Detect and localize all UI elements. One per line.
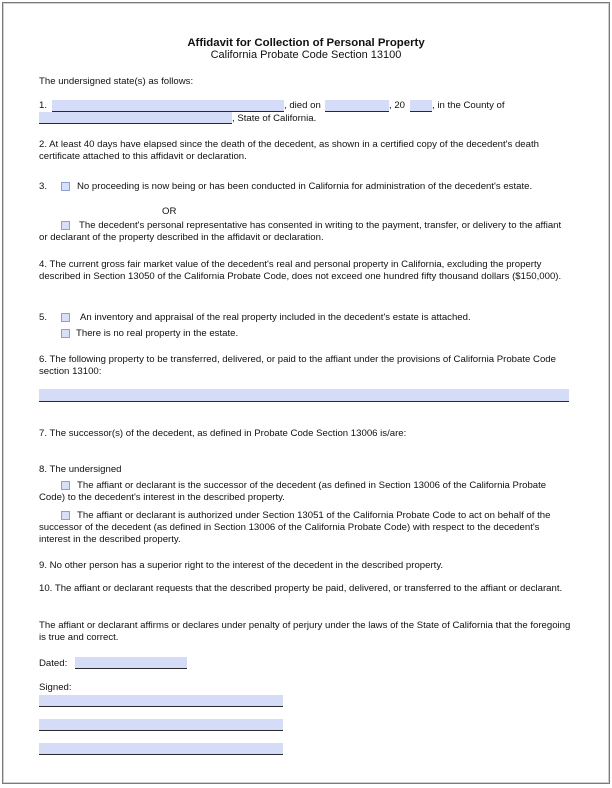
- property-description-field[interactable]: [39, 389, 569, 402]
- county-field[interactable]: [39, 112, 232, 124]
- p5-number: 5.: [39, 312, 48, 323]
- p3-or: OR: [162, 206, 177, 217]
- signature-line-1[interactable]: [39, 695, 283, 707]
- p5-option-a: An inventory and appraisal of the real property included in the decedent's estate is attached.: [80, 312, 471, 323]
- form-subtitle: California Probate Code Section 13100: [210, 49, 402, 61]
- p4-text: 4. The current gross fair market value of the decedent's real and personal property in California, excluding the property described in Section 13050 of the California Probate Code, does not exceed one hundred fifty thousand dollars ($150,000).: [39, 259, 562, 282]
- p3-option-b: The decedent's personal representative has consented in writing to the payment, transfer, or delivery to the affiant or declarant of the property described in the affidavit or declaration.: [39, 220, 562, 243]
- p1-year-label: , 20: [389, 100, 406, 111]
- p5-checkbox-inventory[interactable]: [61, 313, 70, 322]
- p8-option-b: The affiant or declarant is authorized under Section 13051 of the California Probate Code to act on behalf of the successor of the decedent (as defined in Section 13006 of the California Probate Code) with respect to the decedent's interest in the described property.: [39, 510, 551, 545]
- dated-label: Dated:: [39, 658, 68, 669]
- year-field[interactable]: [410, 100, 432, 112]
- p1-died-on-label: , died on: [284, 100, 321, 111]
- p9-text: 9. No other person has a superior right to the interest of the decedent in the described property.: [39, 560, 444, 571]
- decedent-name-field[interactable]: [52, 100, 284, 112]
- p7-text: 7. The successor(s) of the decedent, as defined in Probate Code Section 13006 is/are:: [39, 428, 407, 439]
- p1-state-label: , State of California.: [232, 113, 317, 124]
- p1-number: 1.: [39, 100, 48, 111]
- intro-text: The undersigned state(s) as follows:: [39, 76, 194, 87]
- p11-text: The affiant or declarant affirms or declares under penalty of perjury under the laws of the State of California that the foregoing is true and correct.: [39, 620, 571, 643]
- p2-text: 2. At least 40 days have elapsed since the death of the decedent, as shown in a certified copy of the decedent's death certificate attached to this affidavit or declaration.: [39, 139, 539, 162]
- p1-county-label: , in the County of: [432, 100, 505, 111]
- p3-number: 3.: [39, 181, 48, 192]
- signed-label: Signed:: [39, 682, 72, 693]
- signature-line-3[interactable]: [39, 743, 283, 755]
- affidavit-page: [2, 2, 610, 784]
- p8-heading: 8. The undersigned: [39, 464, 122, 475]
- date-of-death-field[interactable]: [325, 100, 389, 112]
- p8-option-a: The affiant or declarant is the successor of the decedent (as defined in Section 13006 of the California Probate Code) to the decedent's interest in the described property.: [39, 480, 547, 503]
- form-title: Affidavit for Collection of Personal Property: [187, 37, 425, 49]
- p10-text: 10. The affiant or declarant requests that the described property be paid, delivered, or transferred to the affiant or declarant.: [39, 583, 563, 594]
- dated-field[interactable]: [75, 657, 187, 669]
- p5-checkbox-no-real-property[interactable]: [61, 329, 70, 338]
- signature-line-2[interactable]: [39, 719, 283, 731]
- p5-option-b: There is no real property in the estate.: [76, 328, 239, 339]
- p6-text: 6. The following property to be transferred, delivered, or paid to the affiant under the provisions of California Probate Code section 13100:: [39, 354, 556, 377]
- p3-option-a: No proceeding is now being or has been conducted in California for administration of the decedent's estate.: [77, 181, 533, 192]
